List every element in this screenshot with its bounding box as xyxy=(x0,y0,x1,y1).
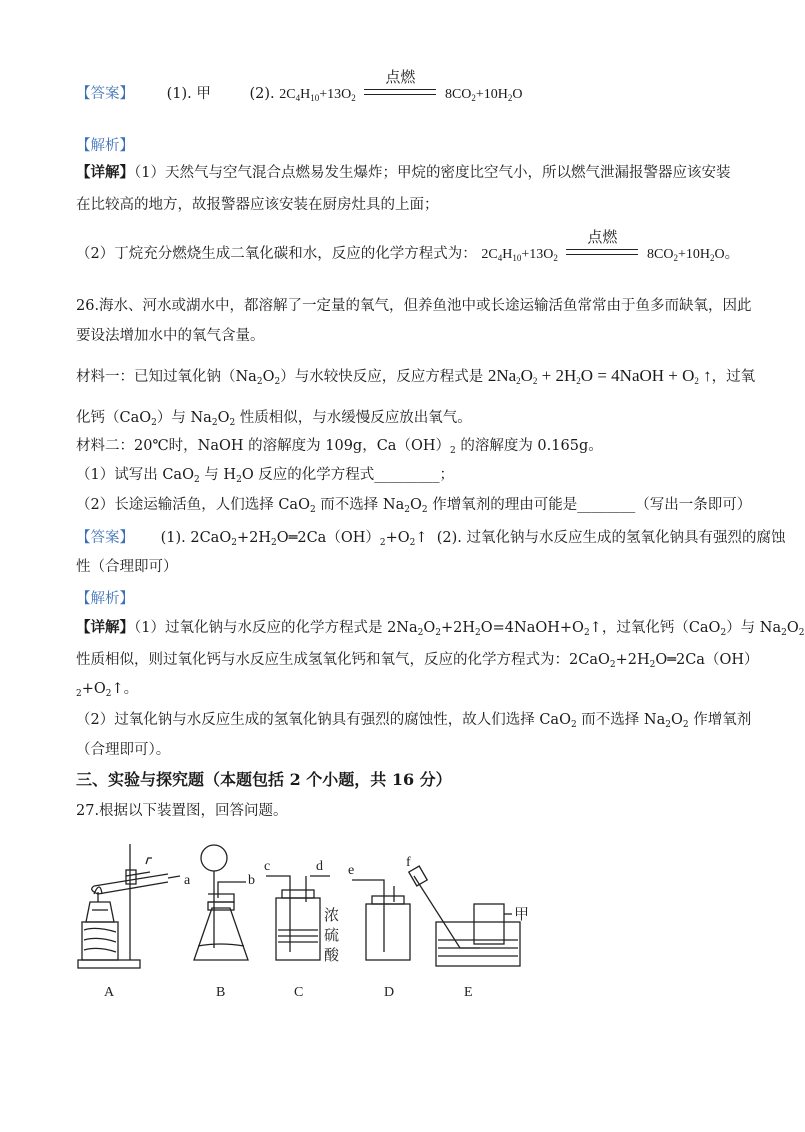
condition-label: 点燃 xyxy=(385,68,416,86)
equation-products: $8CO_2+10H_2O$ xyxy=(444,87,523,103)
q26-material-1a xyxy=(76,366,756,387)
apparatus-D xyxy=(352,880,410,960)
detail-2-end: 。 xyxy=(724,246,740,262)
detail-text: （1）天然气与空气混合点燃易发生爆炸；甲烷的密度比空气小，所以燃气泄漏报警器应该安装 xyxy=(134,165,731,181)
cylinder-label: 甲 xyxy=(514,907,530,923)
material1-tail: ，过氧 xyxy=(711,369,756,385)
q26-material-1c: 化钙（CaO$_2$）与 $Na_2O_2$ 性质相似，与水缓慢反应放出氧气。 xyxy=(76,410,472,428)
port-b: b xyxy=(248,873,255,888)
detail-26-text: （1）过氧化钠与水反应的化学方程式是 $2Na_2O_2+2H_2O=4NaOH+O_2↑$，过氧化钙（CaO$_2$）与 $Na_2O_2$ xyxy=(134,620,805,638)
acid-label-3: 酸 xyxy=(324,948,340,964)
label-C: C xyxy=(294,985,304,1000)
q26-answer-b: 性（合理即可） xyxy=(76,559,178,575)
reaction-condition xyxy=(364,68,436,105)
label-A: A xyxy=(104,985,115,1000)
double-line-2 xyxy=(566,249,638,255)
apparatus-figure xyxy=(68,836,538,1006)
q26-detail-2b: （合理即可）。 xyxy=(76,742,171,758)
q26-question-1: （1）试写出 CaO$_2$ 与 $H_2O$ 反应的化学方程式_________； xyxy=(76,467,455,485)
port-f: f xyxy=(406,855,411,870)
label-B: B xyxy=(216,985,226,1000)
apparatus-C xyxy=(266,876,330,960)
q26-detail-1a xyxy=(76,618,805,638)
port-a: a xyxy=(184,873,191,888)
apparatus-E xyxy=(409,866,520,966)
label-E: E xyxy=(464,985,473,1000)
double-line xyxy=(364,89,436,95)
label-D: D xyxy=(384,985,395,1000)
q26-detail-1c: $_2+O_2↑$。 xyxy=(76,681,139,699)
apparatus-A xyxy=(78,844,180,968)
reaction-condition-2 xyxy=(566,228,638,265)
port-e: e xyxy=(348,863,355,878)
q27-stem: 27.根据以下装置图，回答问题。 xyxy=(76,803,288,819)
acid-label-1: 浓 xyxy=(324,908,340,924)
q25-answer-line xyxy=(76,68,740,105)
material1-text: 材料一：已知过氧化钠$(Na_2O_2)$与水较快反应，反应方程式是 xyxy=(76,369,484,387)
detail-label: 【详解】 xyxy=(76,164,134,181)
q26-analysis-label: 【解析】 xyxy=(76,591,134,607)
q26-detail-2a: （2）过氧化钠与水反应生成的氢氧化钠具有强烈的腐蚀性，故人们选择 CaO$_2$ 而不选择 $Na_2O_2$ 作增氧剂 xyxy=(76,712,752,730)
equation-reactants: $2C_4H_{10}+13O_2$ xyxy=(279,87,356,103)
section-heading: 三、实验与探究题（本题包括 2 个小题，共 16 分） xyxy=(76,770,452,789)
answer-label-26: 【答案】 xyxy=(76,530,134,546)
condition-label-2: 点燃 xyxy=(587,228,618,246)
apparatus-B xyxy=(194,845,248,960)
answer-part-2-prefix: (2). xyxy=(249,86,280,102)
q26-stem-2: 要设法增加水中的氧气含量。 xyxy=(76,328,265,344)
equation-reactants-2: $2C_4H_{10}+13O_2$ xyxy=(481,247,558,263)
q26-detail-1b: 性质相似，则过氧化钙与水反应生成氢氧化钙和氧气，反应的化学方程式为：$2CaO_2+2H_2O═2Ca(OH)$ xyxy=(76,652,759,670)
port-c: c xyxy=(264,859,271,874)
q25-detail-1a xyxy=(76,163,740,183)
equation-products-2: $8CO_2+10H_2O$ xyxy=(647,247,725,263)
answer-part-1: (1). 甲 xyxy=(166,86,211,102)
q25-analysis-label: 【解析】 xyxy=(76,138,134,154)
q26-answer-a xyxy=(76,528,786,548)
port-d: d xyxy=(316,859,323,874)
answer-text: (1). $2CaO_2+2H_2O═2Ca(OH)_2+O_2↑$ (2). 过氧化钠与水反应生成的氢氧化钠具有强烈的腐蚀 xyxy=(160,530,786,548)
q25-detail-1b: 在比较高的地方，故报警器应该安装在厨房灶具的上面； xyxy=(76,197,439,213)
q26-question-2: （2）长途运输活鱼，人们选择 CaO$_2$ 而不选择 $Na_2O_2$ 作增氧剂的理由可能是________（写出一条即可） xyxy=(76,497,752,515)
material1-equation: $2Na_2O_2 + 2H_2O$ = 4NaOH + $O_2$ ↑ xyxy=(487,366,712,386)
detail-2-text: （2）丁烷充分燃烧生成二氧化碳和水，反应的化学方程式为： xyxy=(76,246,477,262)
detail-label-26: 【详解】 xyxy=(76,619,134,636)
q26-material-2: 材料二：20℃时，NaOH 的溶解度为 109g，$Ca(OH)_2$ 的溶解度为 0.165g。 xyxy=(76,438,603,456)
answer-label: 【答案】 xyxy=(76,86,134,102)
q25-detail-2 xyxy=(76,228,740,265)
q26-stem-1: 26.海水、河水或湖水中，都溶解了一定量的氧气，但养鱼池中或长途运输活鱼常常由于鱼多而缺氧，因此 xyxy=(76,298,752,314)
acid-label-2: 硫 xyxy=(324,928,340,944)
